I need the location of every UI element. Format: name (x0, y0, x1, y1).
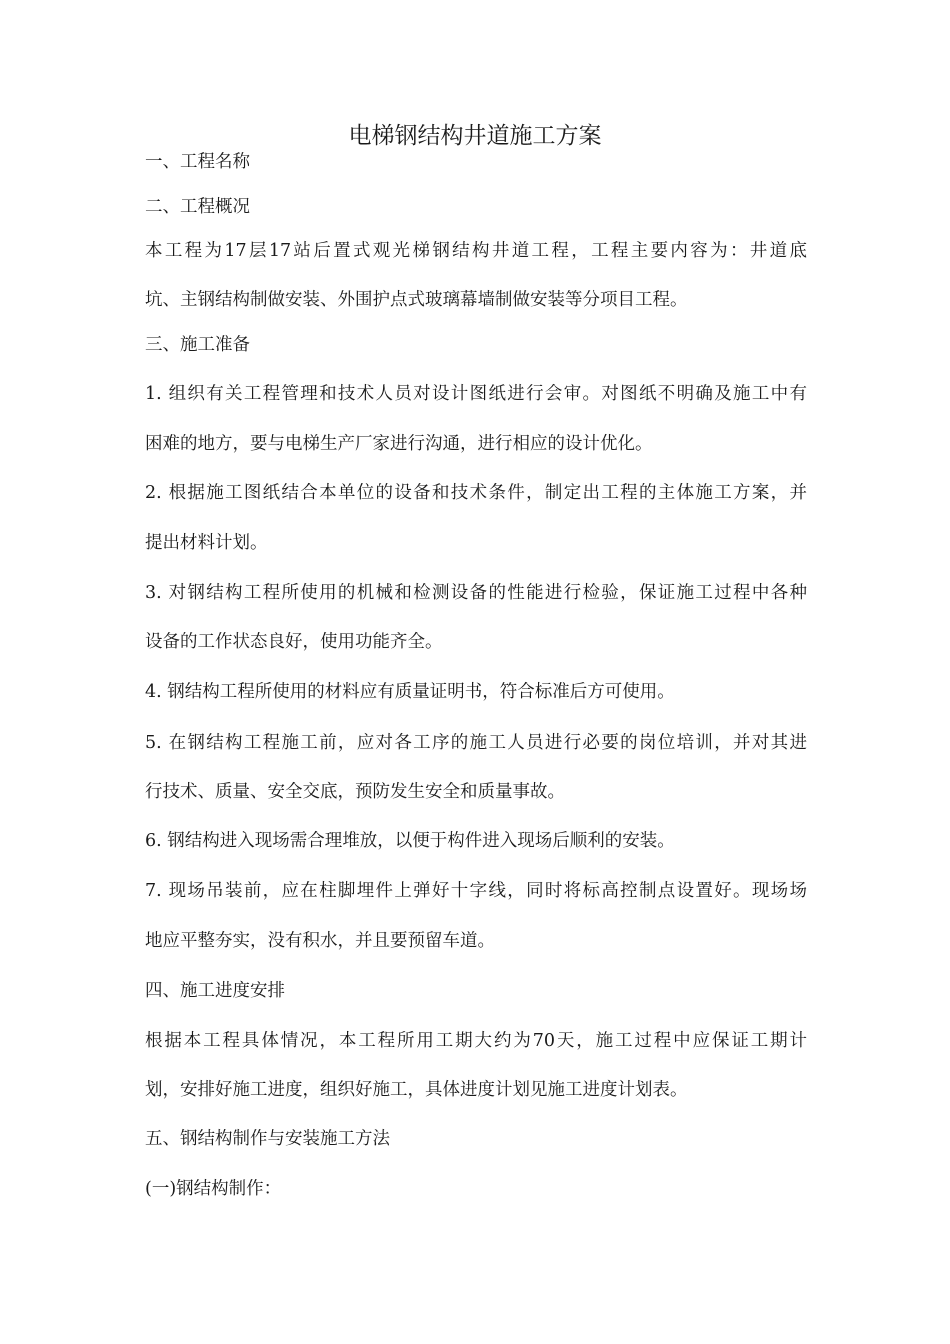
list-item-line: 设备的工作状态良好，使用功能齐全。 (145, 632, 443, 652)
list-item-line: 3. 对钢结构工程所使用的机械和检测设备的性能进行检验，保证施工过程中各种 (145, 583, 807, 603)
list-item-line: 提出材料计划。 (145, 533, 268, 553)
paragraph-line: 坑、主钢结构制做安装、外围护点式玻璃幕墙制做安装等分项目工程。 (145, 290, 688, 310)
list-item-line: 6. 钢结构进入现场需合理堆放，以便于构件进入现场后顺利的安装。 (145, 831, 675, 851)
list-item-line: 2. 根据施工图纸结合本单位的设备和技术条件，制定出工程的主体施工方案，并 (145, 483, 807, 503)
section-heading-preparation: 三、施工准备 (145, 335, 250, 355)
list-item-line: 行技术、质量、安全交底，预防发生安全和质量事故。 (145, 782, 565, 802)
list-item-line: 地应平整夯实，没有积水，并且要预留车道。 (145, 931, 495, 951)
section-heading-schedule: 四、施工进度安排 (145, 981, 285, 1001)
list-item-line: 4. 钢结构工程所使用的材料应有质量证明书，符合标准后方可使用。 (145, 682, 675, 702)
section-heading-construction-method: 五、钢结构制作与安装施工方法 (145, 1129, 390, 1149)
list-item-line: 5. 在钢结构工程施工前，应对各工序的施工人员进行必要的岗位培训，并对其进 (145, 733, 807, 753)
section-heading-project-overview: 二、工程概况 (145, 197, 250, 217)
paragraph-line: 根据本工程具体情况，本工程所用工期大约为70天，施工过程中应保证工期计 (145, 1031, 807, 1051)
paragraph-line: 本工程为17层17站后置式观光梯钢结构井道工程，工程主要内容为：井道底 (145, 241, 807, 261)
section-heading-project-name: 一、工程名称 (145, 152, 250, 172)
list-item-line: 7. 现场吊装前，应在柱脚埋件上弹好十字线，同时将标高控制点设置好。现场场 (145, 881, 807, 901)
paragraph-line: 划，安排好施工进度，组织好施工，具体进度计划见施工进度计划表。 (145, 1080, 688, 1100)
list-item-line: 1. 组织有关工程管理和技术人员对设计图纸进行会审。对图纸不明确及施工中有 (145, 384, 807, 404)
document-title: 电梯钢结构井道施工方案 (348, 123, 602, 149)
subsection-heading-fabrication: (一)钢结构制作： (145, 1179, 282, 1199)
list-item-line: 困难的地方，要与电梯生产厂家进行沟通，进行相应的设计优化。 (145, 434, 653, 454)
